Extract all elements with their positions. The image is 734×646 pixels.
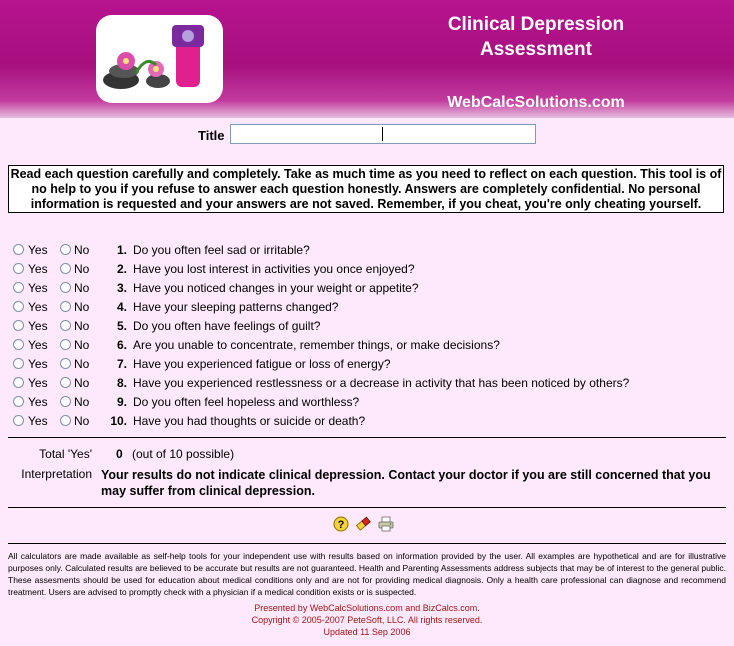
yes-radio-4[interactable] [13, 301, 24, 312]
no-radio-8[interactable] [60, 377, 71, 388]
yes-label: Yes [28, 262, 48, 276]
no-radio-9[interactable] [60, 396, 71, 407]
yes-radio-8[interactable] [13, 377, 24, 388]
question-row-10 [0, 413, 734, 432]
question-row-4 [0, 299, 734, 318]
printer-icon[interactable] [378, 516, 394, 532]
question-text: Are you unable to concentrate, remember things, or make decisions? [133, 338, 500, 352]
question-text: Do you often have feelings of guilt? [133, 319, 321, 333]
no-radio-3[interactable] [60, 282, 71, 293]
question-text: Do you often feel hopeless and worthless? [133, 395, 360, 409]
yes-label: Yes [28, 395, 48, 409]
no-label: No [74, 376, 90, 390]
svg-text:?: ? [337, 519, 345, 531]
yes-radio-5[interactable] [13, 320, 24, 331]
no-label: No [74, 338, 90, 352]
question-text: Have you experienced restlessness or a decrease in activity that has been noticed by others? [133, 376, 630, 390]
total-yes-label: Total 'Yes' [39, 447, 92, 461]
no-radio-5[interactable] [60, 320, 71, 331]
no-radio-10[interactable] [60, 415, 71, 426]
title-input[interactable] [230, 124, 536, 144]
question-text: Have you noticed changes in your weight or appetite? [133, 281, 419, 295]
question-number: 10. [110, 414, 127, 428]
no-label: No [74, 281, 90, 295]
question-row-5 [0, 318, 734, 337]
main-panel [0, 118, 734, 646]
yes-label: Yes [28, 281, 48, 295]
no-radio-4[interactable] [60, 301, 71, 312]
yes-label: Yes [28, 243, 48, 257]
page-title: Clinical Depression Assessment [447, 14, 625, 60]
spa-logo-icon [96, 15, 223, 103]
no-label: No [74, 262, 90, 276]
spa-logo-image [96, 15, 223, 103]
no-label: No [74, 319, 90, 333]
yes-radio-7[interactable] [13, 358, 24, 369]
footer-copyright: Copyright © 2005-2007 PeteSoft, LLC. All rights reserved. [251, 615, 483, 625]
yes-label: Yes [28, 414, 48, 428]
question-text: Have your sleeping patterns changed? [133, 300, 339, 314]
interpretation-text: Your results do not indicate clinical depression. Contact your doctor if you are still concerned that you may suffer from clinical depression. [101, 468, 711, 498]
yes-label: Yes [28, 300, 48, 314]
question-number: 5. [116, 319, 127, 333]
question-number: 3. [116, 281, 127, 295]
no-label: No [74, 395, 90, 409]
question-text: Do you often feel sad or irritable? [133, 243, 310, 257]
divider [8, 507, 726, 508]
help-icon[interactable] [333, 516, 349, 532]
yes-label: Yes [28, 376, 48, 390]
site-name: WebCalcSolutions.com [447, 94, 625, 111]
footer [0, 602, 734, 638]
total-yes-value: 0 [116, 447, 123, 461]
footer-updated: Updated 11 Sep 2006 [323, 627, 411, 637]
title-label: Title [198, 128, 225, 143]
question-text: Have you experienced fatigue or loss of energy? [133, 357, 391, 371]
yes-radio-10[interactable] [13, 415, 24, 426]
header-banner [0, 0, 734, 118]
no-radio-2[interactable] [60, 263, 71, 274]
question-row-7 [0, 356, 734, 375]
question-row-8 [0, 375, 734, 394]
question-number: 7. [116, 357, 127, 371]
eraser-icon[interactable] [355, 516, 371, 532]
no-label: No [74, 243, 90, 257]
question-row-2 [0, 261, 734, 280]
question-number: 9. [116, 395, 127, 409]
yes-radio-9[interactable] [13, 396, 24, 407]
interpretation-label: Interpretation [21, 467, 92, 481]
divider [8, 437, 726, 438]
question-row-6 [0, 337, 734, 356]
text-caret [382, 127, 383, 141]
no-radio-1[interactable] [60, 244, 71, 255]
yes-radio-1[interactable] [13, 244, 24, 255]
no-radio-6[interactable] [60, 339, 71, 350]
divider [8, 543, 726, 544]
question-number: 8. [116, 376, 127, 390]
question-number: 6. [116, 338, 127, 352]
yes-label: Yes [28, 338, 48, 352]
yes-radio-2[interactable] [13, 263, 24, 274]
question-row-3 [0, 280, 734, 299]
yes-label: Yes [28, 357, 48, 371]
yes-radio-3[interactable] [13, 282, 24, 293]
question-row-1 [0, 242, 734, 261]
question-text: Have you lost interest in activities you once enjoyed? [133, 262, 415, 276]
no-label: No [74, 414, 90, 428]
disclaimer-text: All calculators are made available as self-help tools for your independent use with results based on information provided by the user. All examples are hypothetical and are for illustrative purposes only. Calculated results are believed to be accurate but results are not guaranteed. Health and Parenting Assessments address subjects that may be of interest to the general public. These assesments should be used for education about medical conditions only and are not for providing medical diagnosis. Only a health care professional can diagnose and recommend treatment. Users are advised to promptly check with a physician if a medical condition exists or is suspected. [8, 551, 726, 597]
question-number: 2. [116, 262, 127, 276]
no-label: No [74, 300, 90, 314]
no-radio-7[interactable] [60, 358, 71, 369]
question-row-9 [0, 394, 734, 413]
question-number: 1. [116, 243, 127, 257]
yes-label: Yes [28, 319, 48, 333]
instructions-box: Read each question carefully and completely. Take as much time as you need to reflect on each question. This tool is of no help to you if you refuse to answer each question honestly. Answers are completely confidential. No personal information is requested and your answers are not saved. Remember, if you cheat, you're only cheating yourself. [8, 165, 724, 213]
question-number: 4. [116, 300, 127, 314]
yes-radio-6[interactable] [13, 339, 24, 350]
footer-presented-by: Presented by WebCalcSolutions.com and BizCalcs.com. [254, 603, 480, 613]
question-text: Have you had thoughts or suicide or death? [133, 414, 366, 428]
total-yes-note: (out of 10 possible) [132, 447, 235, 461]
no-label: No [74, 357, 90, 371]
